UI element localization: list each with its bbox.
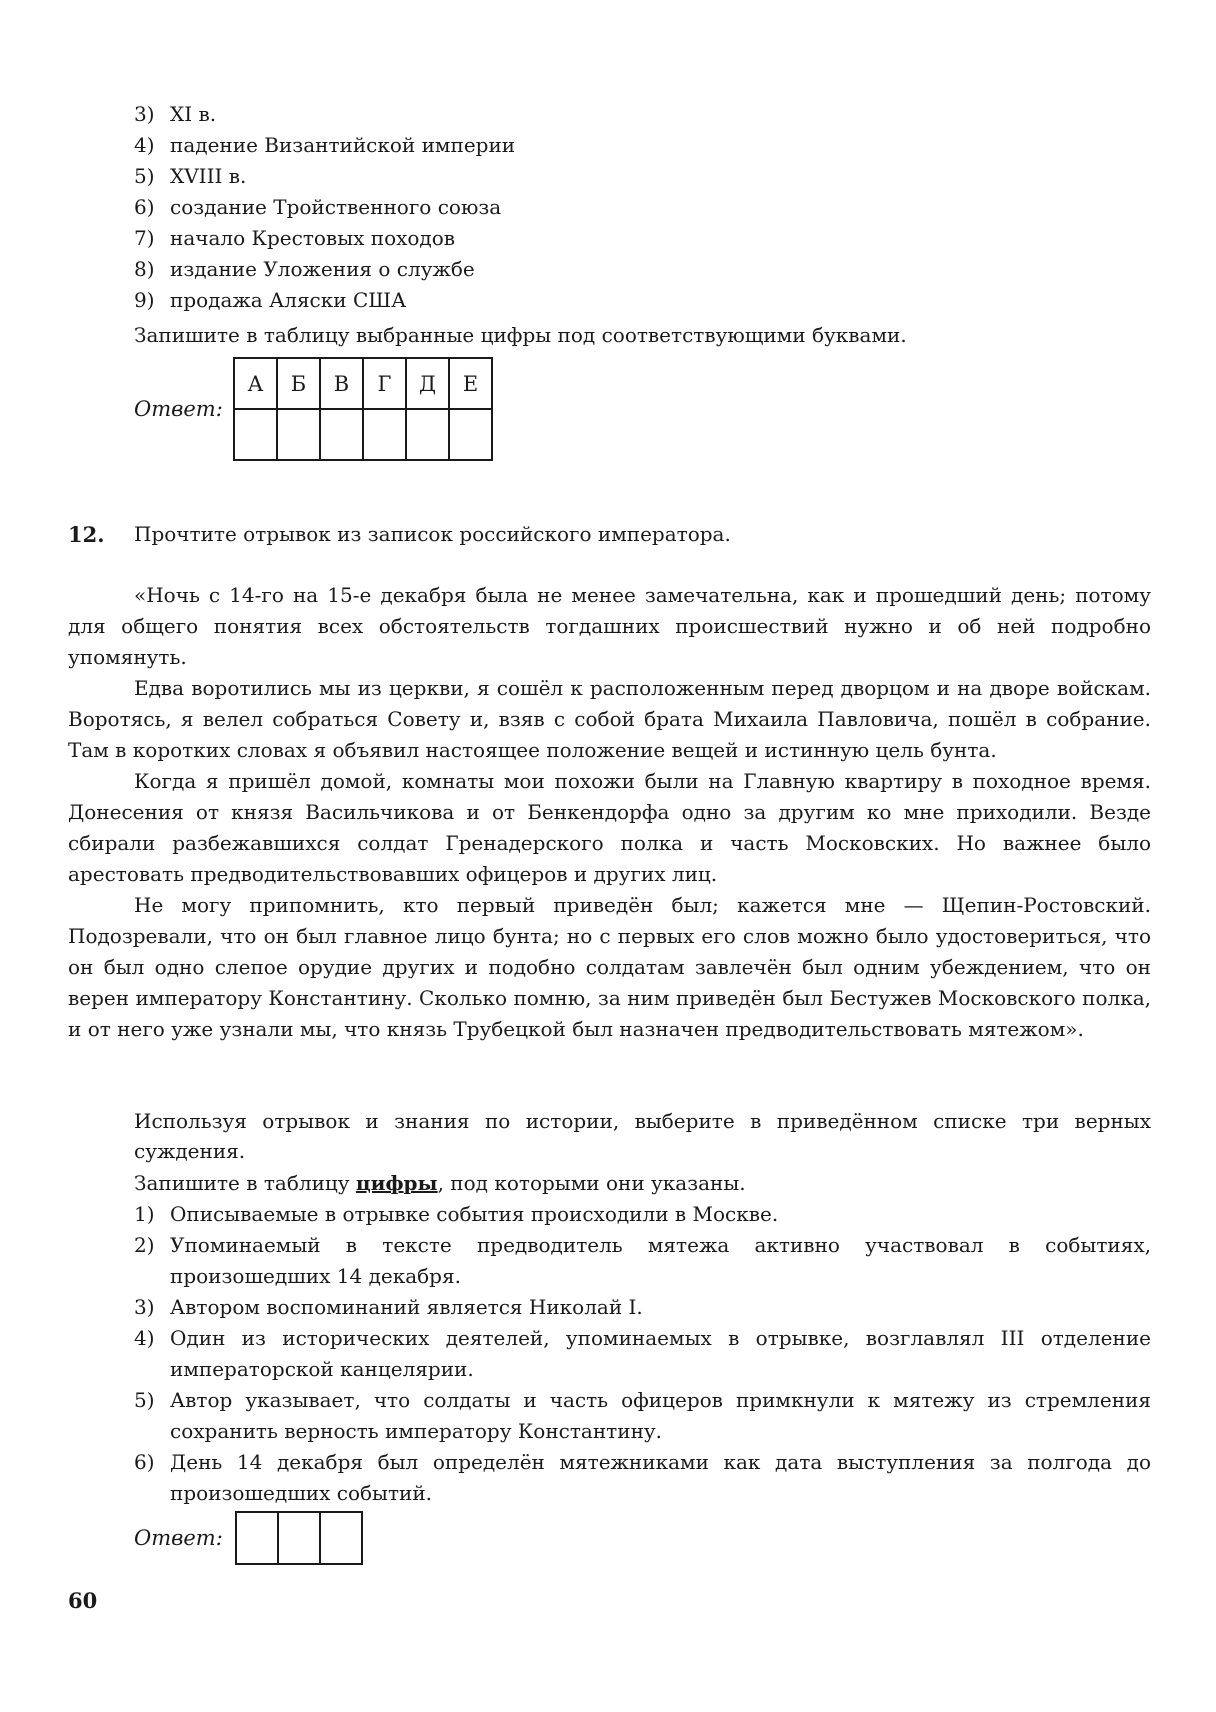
answer-label: Ответ: [134, 397, 223, 421]
list-item [134, 1323, 1151, 1385]
write-instruction [134, 1168, 1151, 1198]
column-header: Б [277, 358, 320, 409]
statement-text: Автор указывает, что солдаты и часть офицеров примкнули к мятежу из стремления сохранить верность императору Константину. [170, 1388, 1151, 1443]
option-number: 5) [134, 164, 155, 188]
options-list [134, 99, 1034, 316]
list-item [134, 130, 1034, 161]
write-instruction-post: , под которыми они указаны. [437, 1171, 746, 1195]
list-item [134, 1447, 1151, 1509]
option-text: XI в. [170, 102, 217, 126]
answer-cell[interactable] [363, 409, 406, 460]
page-number: 60 [68, 1588, 98, 1613]
answer-cell[interactable] [320, 409, 363, 460]
option-text: падение Византийской империи [170, 133, 516, 157]
option-number: 8) [134, 257, 155, 281]
quote-paragraph: Когда я пришёл домой, комнаты мои похожи были на Главную квартиру в походное время. Донесения от князя Васильчикова и от Бенкендорфа одно за другим ко мне приходили. Везде сбирали разбежавшихся солдат Гренадерского полка и часть Московских. Но важнее было арестовать предводительствовавших офицеров и других лиц. [68, 769, 1151, 886]
option-text: создание Тройственного союза [170, 195, 502, 219]
quote-paragraph: Едва воротились мы из церкви, я сошёл к расположенным перед дворцом и на дворе войскам. Воротясь, я велел собраться Совету и, взяв с собой брата Михаила Павловича, пошёл в собрание. Там в коротких словах я объявил настоящее положение вещей и истинную цель бунта. [68, 676, 1151, 762]
option-text: XVIII в. [170, 164, 247, 188]
answer-cell[interactable] [234, 409, 277, 460]
list-item [134, 1385, 1151, 1447]
quote-block [68, 580, 1151, 1045]
list-item [134, 285, 1034, 316]
statement-text: Описываемые в отрывке события происходили в Москве. [170, 1202, 779, 1226]
list-item [134, 223, 1034, 254]
statement-number: 6) [134, 1450, 155, 1474]
list-item [134, 1292, 1151, 1323]
list-item [134, 192, 1034, 223]
statement-text: Один из исторических деятелей, упоминаемых в отрывке, возглавлял III отделение императорской канцелярии. [170, 1326, 1151, 1381]
column-header: А [234, 358, 277, 409]
task-number: 12. [68, 522, 105, 547]
answer-cell[interactable] [406, 409, 449, 460]
answer-table-digits [235, 1511, 363, 1565]
answer-table-letters [233, 357, 493, 461]
answer-cell[interactable] [449, 409, 492, 460]
option-number: 3) [134, 102, 155, 126]
digits-emphasis: цифры [355, 1171, 438, 1195]
list-item [134, 99, 1034, 130]
list-item [134, 254, 1034, 285]
answer-cell[interactable] [236, 1512, 278, 1564]
statement-number: 3) [134, 1295, 155, 1319]
statement-number: 5) [134, 1388, 155, 1412]
answer-cell[interactable] [278, 1512, 320, 1564]
task-title: Прочтите отрывок из записок российского императора. [134, 522, 731, 546]
option-number: 4) [134, 133, 155, 157]
statement-text: День 14 декабря был определён мятежниками как дата выступления за полгода до произошедших событий. [170, 1450, 1151, 1505]
quote-paragraph: «Ночь с 14-го на 15-е декабря была не менее замечательна, как и прошедший день; потому для общего понятия всех обстоятельств тогдашних происшествий нужно и об ней подробно упомянуть. [68, 583, 1151, 669]
list-item [134, 1230, 1151, 1292]
column-header: Е [449, 358, 492, 409]
quote-paragraph: Не могу припомнить, кто первый приведён был; кажется мне — Щепин-Ростовский. Подозревали, что он был главное лицо бунта; но с первых его слов можно было удостовериться, что он был одно слепое орудие других и подобно солдатам завлечён был одним убеждением, что он верен императору Константину. Сколько помню, за ним приведён был Бестужев Московского полка, и от него уже узнали мы, что князь Трубецкой был назначен предводительствовать мятежом». [68, 893, 1151, 1041]
statement-number: 1) [134, 1202, 155, 1226]
column-header: Г [363, 358, 406, 409]
column-header: В [320, 358, 363, 409]
option-number: 9) [134, 288, 155, 312]
statement-number: 4) [134, 1326, 155, 1350]
option-number: 7) [134, 226, 155, 250]
option-number: 6) [134, 195, 155, 219]
answer-cell[interactable] [320, 1512, 362, 1564]
statement-number: 2) [134, 1233, 155, 1257]
statement-text: Автором воспоминаний является Николай I. [170, 1295, 643, 1319]
option-text: продажа Аляски США [170, 288, 407, 312]
table-instruction: Запишите в таблицу выбранные цифры под соответствующими буквами. [134, 323, 907, 347]
column-header: Д [406, 358, 449, 409]
answer-label: Ответ: [134, 1526, 223, 1550]
answer-cell[interactable] [277, 409, 320, 460]
write-instruction-pre: Запишите в таблицу [134, 1171, 350, 1195]
list-item [134, 161, 1034, 192]
option-text: начало Крестовых походов [170, 226, 456, 250]
question-text: Используя отрывок и знания по истории, выберите в приведённом списке три верных суждения. [134, 1109, 1151, 1163]
option-text: издание Уложения о службе [170, 257, 475, 281]
statements-list [134, 1199, 1151, 1509]
statement-text: Упоминаемый в тексте предводитель мятежа активно участвовал в событиях, произошедших 14 декабря. [170, 1233, 1151, 1288]
list-item [134, 1199, 1151, 1230]
